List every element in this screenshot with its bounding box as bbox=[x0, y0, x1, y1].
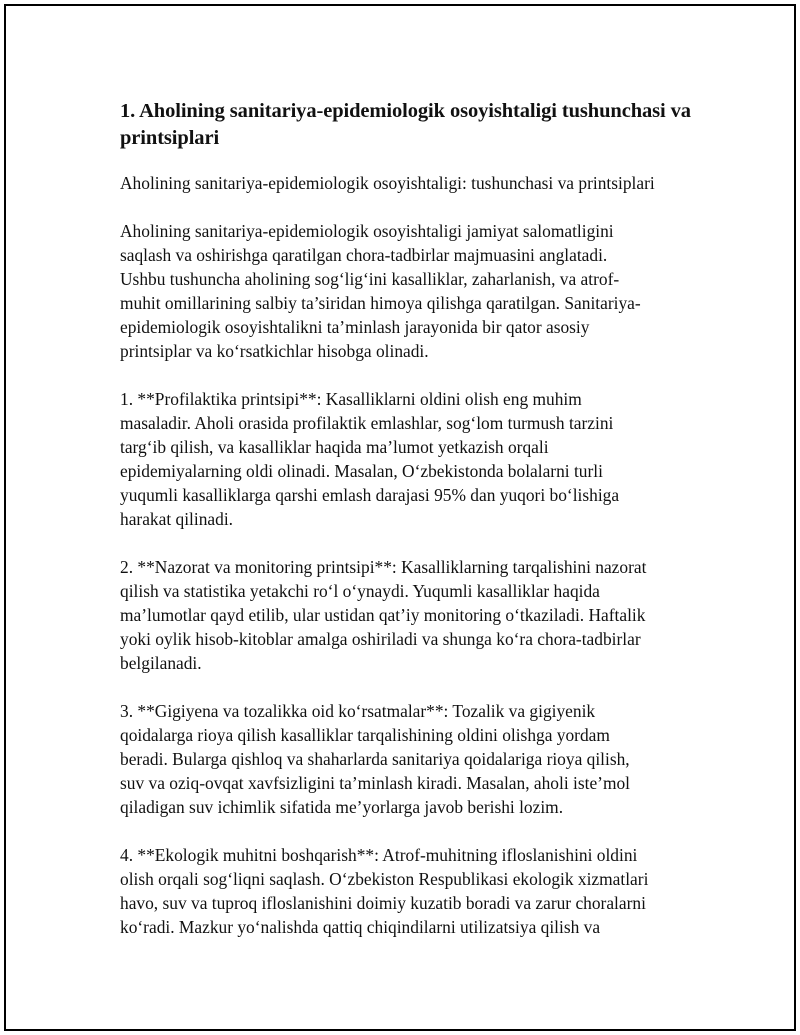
paragraph-nazorat: 2. **Nazorat va monitoring printsipi**: Kasalliklarning tarqalishini nazorat qilish va statistika yetakchi ro‘l o‘ynaydi. Yuqumli kasalliklar haqida ma’lumotlar qayd etilib, ular ustidan qat’iy monitoring o‘tkaziladi. Haftalik yoki oylik hisob-kitoblar amalga oshiriladi va shunga ko‘ra chora-tadbirlar belgilanadi. bbox=[120, 557, 647, 673]
section-subtitle: Aholining sanitariya-epidemiologik osoyishtaligi: tushunchasi va printsiplari bbox=[120, 173, 655, 193]
paragraph-intro: Aholining sanitariya-epidemiologik osoyishtaligi jamiyat salomatligini saqlash va oshirishga qaratilgan chora-tadbirlar majmuasini anglatadi. Ushbu tushuncha aholining sog‘lig‘ini kasalliklar, zaharlanish, va atrof- muhit omillarining salbiy ta’siridan himoya qilishga qaratilgan. Sanitariya- epidemiologik osoyishtalikni ta’minlash jarayonida bir qator asosiy printsiplar va ko‘rsatkichlar hisobga olinadi. bbox=[120, 221, 641, 361]
paragraph-profilaktika: 1. **Profilaktika printsipi**: Kasalliklarni oldini olish eng muhim masaladir. Aholi orasida profilaktik emlashlar, sog‘lom turmush tarzini targ‘ib qilish, va kasalliklar haqida ma’lumot yetkazish orqali epidemiyalarning oldi olinadi. Masalan, O‘zbekistonda bolalarni turli yuqumli kasalliklarga qarshi emlash darajasi 95% dan yuqori bo‘lishiga harakat qilinadi. bbox=[120, 389, 620, 529]
section-heading: 1. Aholining sanitariya-epidemiologik osoyishtaligi tushunchasi va printsiplari bbox=[120, 100, 691, 149]
document-body bbox=[120, 98, 700, 939]
paragraph-gigiyena: 3. **Gigiyena va tozalikka oid ko‘rsatmalar**: Tozalik va gigiyenik qoidalarga rioya qilish kasalliklar tarqalishining oldini olishga yordam beradi. Bularga qishloq va shaharlarda sanitariya qoidalariga rioya qilish, suv va oziq-ovqat xavfsizligini ta’minlash kiradi. Masalan, aholi iste’mol qiladigan suv ichimlik sifatida me’yorlarga javob berishi lozim. bbox=[120, 701, 631, 817]
page-frame bbox=[4, 4, 796, 1031]
paragraph-ekologik: 4. **Ekologik muhitni boshqarish**: Atrof-muhitning ifloslanishini oldini olish orqali sog‘liqni saqlash. O‘zbekiston Respublikasi ekologik xizmatlari havo, suv va tuproq ifloslanishini doimiy kuzatib boradi va zarur choralarni ko‘radi. Mazkur yo‘nalishda qattiq chiqindilarni utilizatsiya qilish va bbox=[120, 845, 649, 937]
